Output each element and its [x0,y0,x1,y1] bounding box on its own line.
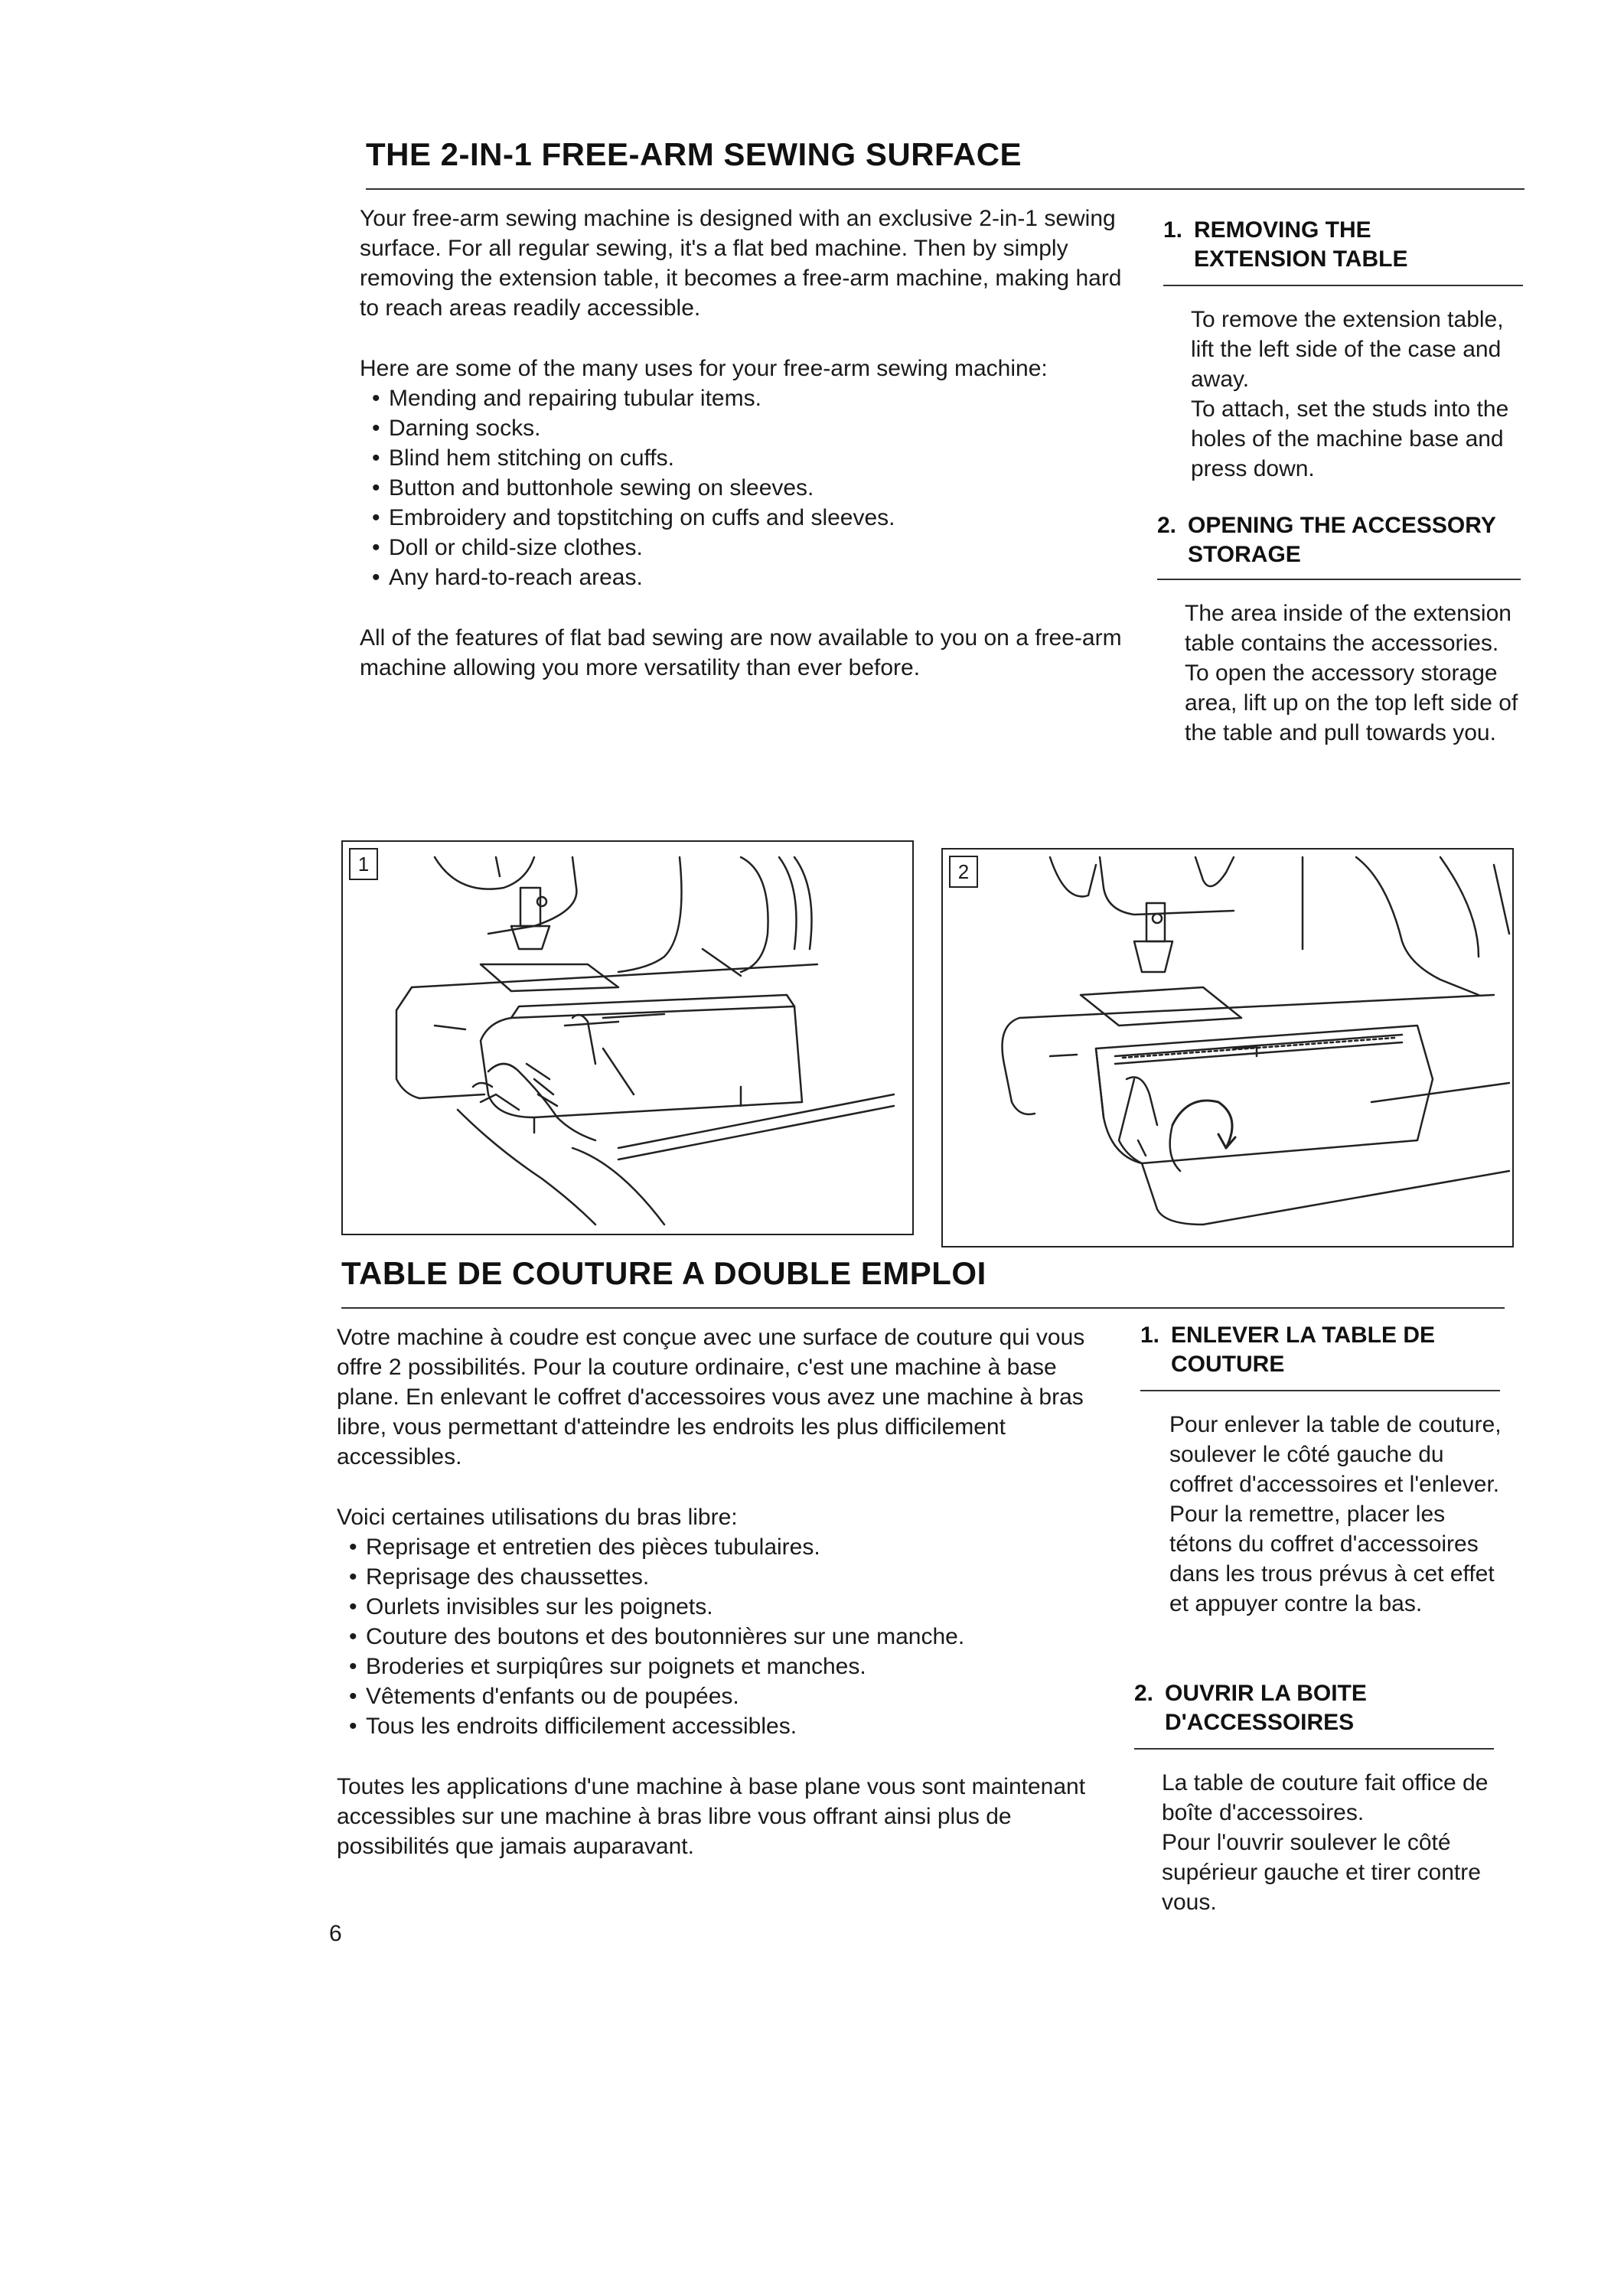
fr-step2-text1: La table de couture fait office de boîte d'accessoires. [1162,1770,1489,1825]
fr-step1-text1: Pour enlever la table de couture, soulever le côté gauche du coffret d'accessoires et l'enlever. [1169,1412,1502,1497]
en-step1-title-line1: REMOVING THE [1194,217,1371,243]
fr-step2-number: 2. [1134,1681,1154,1706]
list-item: • Ourlets invisibles sur les poignets. [349,1592,1102,1622]
list-item: • Darning socks. [372,413,1133,443]
en-closing-paragraph: All of the features of flat bad sewing are now available to you on a free-arm machine allowing you more versatility than ever before. [360,625,1122,680]
fr-step1-number: 1. [1140,1322,1160,1348]
fr-uses-list [337,1532,1102,1741]
fr-step2-title-line1: OUVRIR LA BOITE [1165,1681,1367,1706]
en-step2-heading [1157,511,1540,569]
list-item: • Reprisage et entretien des pièces tubulaires. [349,1532,1102,1562]
list-item: • Broderies et surpiqûres sur poignets et manches. [349,1652,1102,1681]
list-item: • Tous les endroits difficilement accessibles. [349,1711,1102,1741]
en-step2-title-line2: STORAGE [1188,542,1301,567]
figure-2-label: 2 [949,856,978,888]
fr-uses-intro: Voici certaines utilisations du bras libre: [337,1505,738,1530]
figure-1 [341,840,914,1235]
figure-2 [941,848,1514,1247]
en-step1-text2: To attach, set the studs into the holes of the machine base and press down. [1191,396,1509,481]
fr-step2-title-line2: D'ACCESSOIRES [1165,1710,1355,1735]
en-uses-list [360,383,1133,592]
en-step2-text2: To open the accessory storage area, lift up on the top left side of the table and pull towards you. [1185,660,1518,745]
list-item: • Button and buttonhole sewing on sleeves. [372,473,1133,503]
page-number: 6 [329,1921,342,1946]
fr-step2-text [1162,1768,1498,1917]
fr-step2-text2: Pour l'ouvrir soulever le côté supérieur gauche et tirer contre vous. [1162,1830,1481,1915]
fr-step2-heading [1134,1679,1502,1737]
list-item: • Mending and repairing tubular items. [372,383,1133,413]
fr-step1-title-line2: COUTURE [1171,1352,1285,1377]
fr-step1-heading [1140,1321,1508,1379]
fr-step1-rule [1140,1390,1500,1391]
list-item: • Couture des boutons et des boutonnières sur une manche. [349,1622,1102,1652]
en-step1-rule [1163,285,1523,286]
list-item: • Any hard-to-reach areas. [372,563,1133,592]
list-item: • Blind hem stitching on cuffs. [372,443,1133,473]
figure-2-illustration [943,850,1512,1246]
figure-1-label: 1 [349,848,378,880]
fr-step1-text2: Pour la remettre, placer les tétons du coffret d'accessoires dans les trous prévus à cet effet et appuyer contre la bas. [1169,1502,1495,1616]
en-step2-number: 2. [1157,513,1177,538]
en-step2-text1: The area inside of the extension table contains the accessories. [1185,601,1511,656]
list-item: • Vêtements d'enfants ou de poupées. [349,1681,1102,1711]
en-step2-title-line1: OPENING THE ACCESSORY [1188,513,1496,538]
figure-1-illustration [343,842,912,1234]
en-step1-number: 1. [1163,217,1183,243]
en-uses-intro: Here are some of the many uses for your free-arm sewing machine: [360,356,1048,381]
en-step1-text1: To remove the extension table, lift the left side of the case and away. [1191,307,1504,392]
list-item: • Reprisage des chaussettes. [349,1562,1102,1592]
en-step1-title-line2: EXTENSION TABLE [1194,246,1408,272]
fr-step2-rule [1134,1748,1494,1750]
list-item: • Embroidery and topstitching on cuffs and sleeves. [372,503,1133,533]
en-step2-rule [1157,579,1521,580]
fr-step1-text [1169,1410,1506,1619]
fr-section-title: TABLE DE COUTURE A DOUBLE EMPLOI [341,1255,986,1291]
list-item: • Doll or child-size clothes. [372,533,1133,563]
fr-intro-paragraph: Votre machine à coudre est conçue avec une surface de couture qui vous offre 2 possibilités. Pour la couture ordinaire, c'est une machine à base plane. En enlevant le coffret d'accessoires vous avez une machine à bras libre, vous permettant d'atteindre les endroits les plus difficilement accessibles. [337,1325,1085,1469]
en-step1-text [1191,305,1520,484]
fr-step1-title-line1: ENLEVER LA TABLE DE [1171,1322,1436,1348]
en-intro-paragraph: Your free-arm sewing machine is designed with an exclusive 2-in-1 sewing surface. For all regular sewing, it's a flat bed machine. Then by simply removing the extension table, it becomes a free-arm machine, making hard to reach areas readily accessible. [360,206,1122,321]
en-step2-text [1185,598,1521,748]
en-step1-heading [1163,216,1531,274]
fr-main-column [337,1322,1102,1861]
fr-title-rule [341,1307,1505,1309]
en-section-title: THE 2-IN-1 FREE-ARM SEWING SURFACE [366,136,1022,172]
en-main-column [360,204,1133,683]
en-title-rule [366,188,1525,190]
fr-closing-paragraph: Toutes les applications d'une machine à base plane vous sont maintenant accessibles sur une machine à bras libre vous offrant ainsi plus de possibilités que jamais auparavant. [337,1774,1086,1859]
